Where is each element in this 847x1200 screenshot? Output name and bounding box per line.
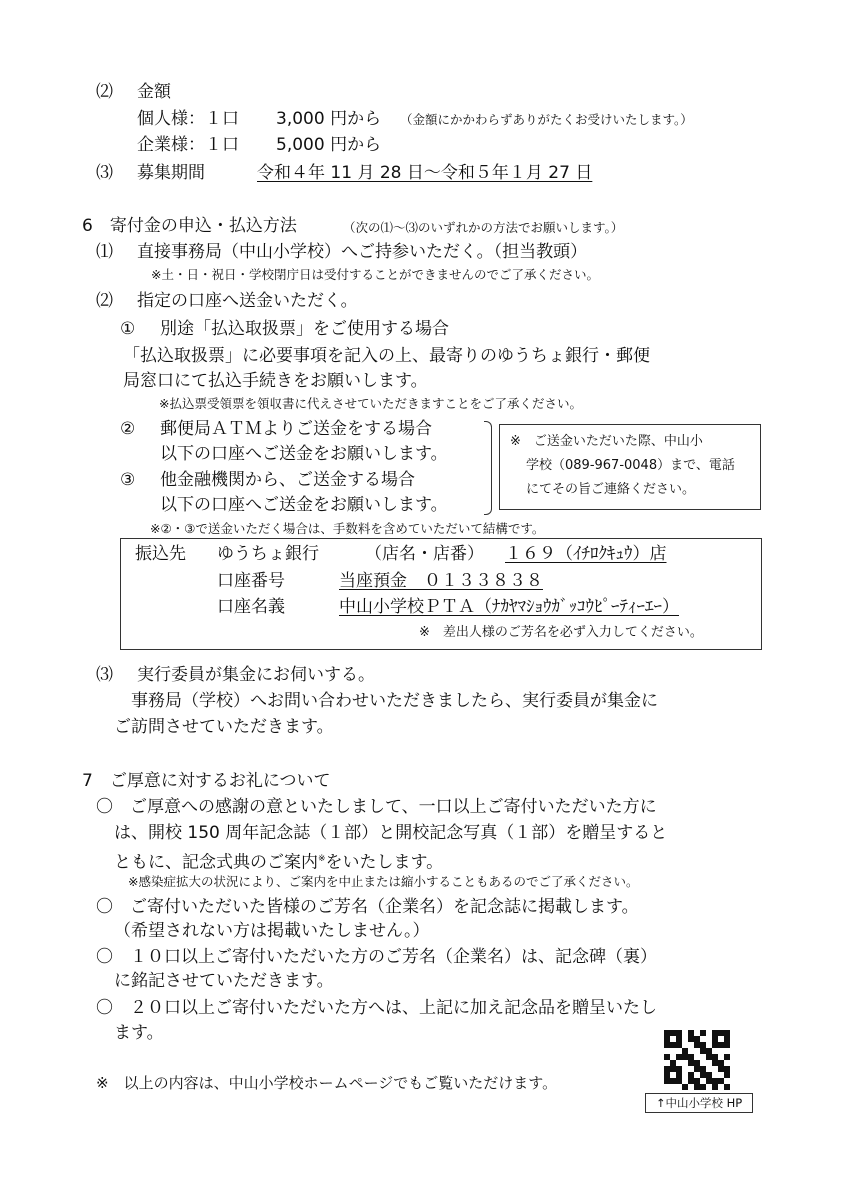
sub1-number: ① xyxy=(120,319,136,339)
sub1-title: 別途「払込取扱票」をご使用する場合 xyxy=(160,319,449,339)
period-value: 令和４年 11 月 28 日～令和５年１月 27 日 xyxy=(257,163,593,183)
section-7-heading: 7 ご厚意に対するお礼について xyxy=(82,771,331,791)
contact-note-line1: ※ ご送金いただいた際、中山小 xyxy=(510,434,703,449)
item1-number: ⑴ xyxy=(96,242,113,262)
company-value: 5,000 円から xyxy=(276,135,382,155)
benefit1-footnote-mark: ※ xyxy=(318,854,326,864)
period-number: ⑶ xyxy=(96,163,113,183)
transfer-info-box xyxy=(120,538,762,650)
benefit2-line1: 〇 ご寄付いただいた皆様のご芳名（企業名）を記念誌に掲載します。 xyxy=(96,897,639,917)
sub1-line1: 「払込取扱票」に必要事項を記入の上、最寄りのゆうちょ銀行・郵便 xyxy=(123,346,650,366)
section-6-heading: 6 寄付金の申込・払込方法 xyxy=(82,216,297,236)
benefit1-note: ※感染症拡大の状況により、ご案内を中止または縮小することもあるのでご了承ください。 xyxy=(128,874,639,889)
amount-number: ⑵ xyxy=(96,82,113,102)
sub1-note: ※払込票受領票を領収書に代えさせていただきますことをご了承ください。 xyxy=(159,396,582,411)
sub3-number: ③ xyxy=(120,470,136,490)
sender-name-note: ※ 差出人様のご芳名を必ず入力してください。 xyxy=(419,625,703,640)
contact-note-box xyxy=(499,424,761,510)
transfer-dest-label: 振込先 xyxy=(135,544,186,564)
benefit3-line1: 〇 １０口以上ご寄付いただいた方のご芳名（企業名）は、記念碑（裏） xyxy=(96,947,657,967)
fee-note: ※②・③で送金いただく場合は、手数料を含めていただいて結構です。 xyxy=(150,521,545,536)
contact-note-line2: 学校（089-967-0048）まで、電話 xyxy=(526,458,735,473)
sub1-line2: 局窓口にて払込手続きをお願いします。 xyxy=(123,371,428,391)
benefit1-line3-text: ともに、記念式典のご案内 xyxy=(114,852,318,873)
item3-line1: 事務局（学校）へお問い合わせいただきましたら、実行委員が集金に xyxy=(131,691,658,711)
item3-text: 実行委員が集金にお伺いする。 xyxy=(137,665,375,685)
sub3-title: 他金融機関から、ご送金する場合 xyxy=(160,470,415,490)
qr-caption: ↑中山小学校 HP xyxy=(645,1093,753,1113)
benefit4-line2: ます。 xyxy=(114,1023,164,1043)
benefit1-line3-end: をいたします。 xyxy=(325,852,444,873)
item3-line2: ご訪問させていただきます。 xyxy=(114,717,334,737)
transfer-branch-value: １６９（ｲﾁﾛｸｷｭｳ）店 xyxy=(505,544,667,564)
transfer-branch-label: （店名・店番） xyxy=(365,544,484,564)
individual-label: 個人様：１口 xyxy=(137,109,239,129)
sub2-title: 郵便局ＡＴＭよりご送金をする場合 xyxy=(160,419,432,439)
sub3-line: 以下の口座へご送金をお願いします。 xyxy=(160,495,448,515)
qr-code-icon[interactable] xyxy=(664,1030,730,1090)
account-name-value: 中山小学校ＰＴＡ（ﾅｶﾔﾏｼｮｳｶﾞｯｺｳﾋﾟｰﾃｨｰｴｰ） xyxy=(339,597,679,617)
benefit4-line1: 〇 ２０口以上ご寄付いただいた方へは、上記に加え記念品を贈呈いたし xyxy=(96,998,657,1018)
bracket-connector xyxy=(484,421,492,515)
benefit1-line1: 〇 ご厚意への感謝の意といたしまして、一口以上ご寄付いただいた方に xyxy=(96,797,657,817)
footer-homepage-note: ※ 以上の内容は、中山小学校ホームページでもご覧いただけます。 xyxy=(96,1074,558,1092)
item3-number: ⑶ xyxy=(96,665,113,685)
benefit1-line3 xyxy=(114,848,443,874)
amount-heading: 金額 xyxy=(137,82,171,102)
account-number-label: 口座番号 xyxy=(217,571,285,591)
section-6-heading-note: （次の⑴～⑶のいずれかの方法でお願いします。） xyxy=(343,220,624,235)
benefit3-line2: に銘記させていただきます。 xyxy=(114,971,334,991)
item1-note: ※土・日・祝日・学校閉庁日は受付することができませんのでご了承ください。 xyxy=(151,267,599,282)
account-name-label: 口座名義 xyxy=(217,597,285,617)
company-label: 企業様：１口 xyxy=(137,135,239,155)
individual-value: 3,000 円から xyxy=(276,109,382,129)
period-heading: 募集期間 xyxy=(137,163,205,183)
contact-note-line3: にてその旨ご連絡ください。 xyxy=(526,482,696,497)
item2-text: 指定の口座へ送金いただく。 xyxy=(137,291,358,311)
item1-text: 直接事務局（中山小学校）へご持参いただく。（担当教頭） xyxy=(137,242,588,262)
sub2-line: 以下の口座へご送金をお願いします。 xyxy=(160,444,448,464)
benefit1-line2: は、開校 150 周年記念誌（１部）と開校記念写真（１部）を贈呈すると xyxy=(114,823,668,843)
item2-number: ⑵ xyxy=(96,291,113,311)
benefit2-line2: （希望されない方は掲載いたしません。） xyxy=(114,921,430,941)
transfer-bank: ゆうちょ銀行 xyxy=(217,544,319,564)
individual-note: （金額にかかわらずありがたくお受けいたします。） xyxy=(400,112,693,127)
account-number-value: 当座預金 ０１３３８３８ xyxy=(339,571,543,591)
sub2-number: ② xyxy=(120,419,136,439)
